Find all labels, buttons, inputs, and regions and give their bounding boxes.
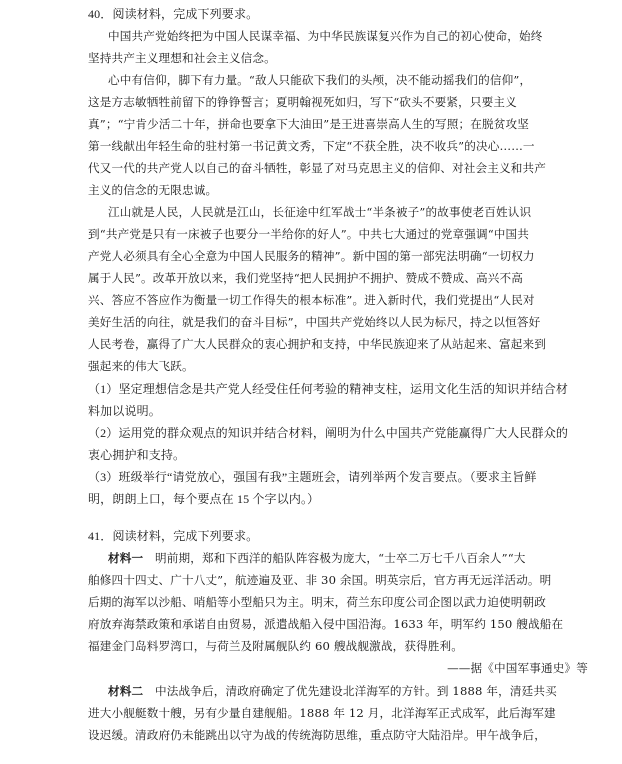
- q40-text-line: 强起来的伟大飞跃。: [88, 359, 194, 373]
- q41-material2-line: [108, 683, 557, 699]
- material1-source: ——据《中国军事通史》等: [447, 661, 588, 675]
- q40-question-3-cont: 明，朗朗上口，每个要点在 15 个字以内。）: [88, 492, 320, 506]
- q40-text-line: 产党人必须具有全心全意为中国人民服务的精神”。新中国的第一部宪法明确“一切权力: [88, 249, 535, 263]
- q40-text-line: 心中有信仰，脚下有力量。“敌人只能砍下我们的头颅，决不能动摇我们的信仰”，: [108, 73, 532, 87]
- q41-material1-line: 福建金门岛料罗湾口，与荷兰及附属舰队约 60 艘战舰激战，获得胜利。: [88, 639, 464, 653]
- q40-question-2-cont: 衷心拥护和支持。: [88, 448, 186, 462]
- q40-text-line: 江山就是人民，人民就是江山，长征途中红军战士“半条被子”的故事使老百姓认识: [108, 205, 532, 219]
- q40-text-line: 兴、答应不答应作为衡量一切工作得失的根本标准”。进入新时代，我们党提出“人民对: [88, 293, 535, 307]
- q40-question-2: （2）运用党的群众观点的知识并结合材料，阐明为什么中国共产党能赢得广大人民群众的: [88, 426, 569, 440]
- q40-text-line: 主义的信念的无限忠诚。: [88, 183, 218, 197]
- q41-material2-line: 进大小舰艇数十艘，另有少量自建舰船。1888 年 12 月，北洋海军正式成军，此后海军建: [88, 706, 556, 720]
- q41-material2-line: 设迟缓。清政府仍未能跳出以守为战的传统海防思维，重点防守大陆沿岸。甲午战争后，: [88, 728, 547, 742]
- material1-label: 材料一: [108, 551, 144, 565]
- q40-text-line: 第一线献出年轻生命的驻村第一书记黄文秀，下定“不获全胜，决不收兵”的决心……一: [88, 139, 535, 153]
- q41-material1-line: 舶修四十四丈、广十八丈”，航迹遍及亚、非 30 余国。明英宗后，官方再无远洋活动。明: [88, 573, 552, 587]
- material2-text: 中法战争后，清政府确定了优先建设北洋海军的方针。到 1888 年，清廷共买: [154, 684, 557, 698]
- material1-text: 明前期，郑和下西洋的船队阵容极为庞大，“士卒二万七千八百余人”“大: [154, 551, 526, 565]
- q40-text-line: 人民考卷，赢得了广大人民群众的衷心拥护和支持，中华民族迎来了从站起来、富起来到: [88, 337, 547, 351]
- q40-text-line: 坚持共产主义理想和社会主义信念。: [88, 51, 276, 65]
- q40-question-3: （3）班级举行“请党放心，强国有我”主题班会，请列举两个发言要点。（要求主旨鲜: [88, 470, 537, 484]
- q40-text-line: 真”；“宁肯少活二十年，拼命也要拿下大油田”是王进喜崇高人生的写照；在脱贫攻坚: [88, 117, 530, 131]
- q41-heading: 41．阅读材料，完成下列要求。: [88, 529, 259, 543]
- q40-heading: 40．阅读材料，完成下列要求。: [88, 7, 259, 21]
- material2-label: 材料二: [108, 684, 144, 698]
- q40-question-1-cont: 料加以说明。: [88, 404, 161, 418]
- q40-text-line: 美好生活的向往，就是我们的奋斗目标”，中国共产党始终以人民为标尺，持之以恒答好: [88, 315, 541, 329]
- q40-text-line: 到“共产党是只有一床被子也要分一半给你的好人”。中共七大通过的党章强调“中国共: [88, 227, 530, 241]
- q40-question-1: （1）坚定理想信念是共产党人经受住任何考验的精神支柱，运用文化生活的知识并结合材: [88, 382, 569, 396]
- q41-material1-line: 后期的海军以沙船、哨船等小型船只为主。明末，荷兰东印度公司企图以武力迫使明朝政: [88, 595, 547, 609]
- q40-text-line: 这是方志敏牺牲前留下的铮铮誓言；夏明翰视死如归，写下“砍头不要紧，只要主义: [88, 95, 517, 109]
- q40-text-line: 属于人民”。改革开放以来，我们党坚持“把人民拥护不拥护、赞成不赞成、高兴不高: [88, 271, 523, 285]
- q40-text-line: 代又一代的共产党人以自己的奋斗牺牲，彰显了对马克思主义的信仰、对社会主义和共产: [88, 161, 547, 175]
- q41-material1-line: [108, 550, 526, 566]
- q41-material1-line: 府放弃海禁政策和承诺自由贸易，派遣战船入侵中国沿海。1633 年，明军约 150 艘战船在: [88, 617, 564, 631]
- q40-text-line: 中国共产党始终把为中国人民谋幸福、为中华民族谋复兴作为自己的初心使命，始终: [108, 29, 543, 43]
